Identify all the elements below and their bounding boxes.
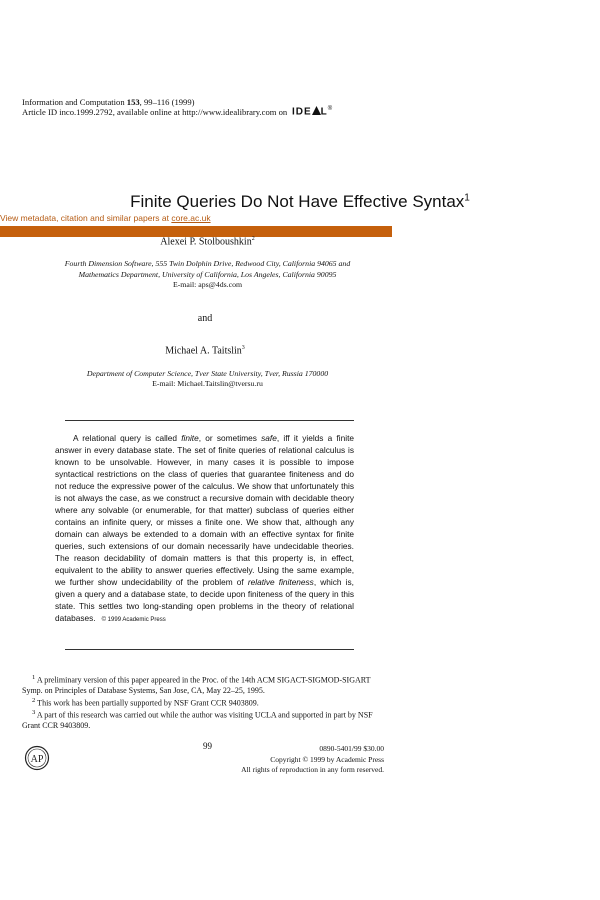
author-affiliation: Fourth Dimension Software, 555 Twin Dolphin Drive, Redwood City, California 94065 and Mathematics Department, University of California, Los Angeles, California 90095 xyxy=(64,259,351,279)
footnotes xyxy=(22,673,384,731)
ideal-logo[interactable]: IDE L® xyxy=(292,106,334,118)
copyright-block: 0890-5401/99 $30.00 Copyright © 1999 by Academic Press All rights of reproduction in any form reserved. xyxy=(241,744,384,774)
journal-info xyxy=(22,98,287,117)
author-name: Alexei P. Stolboushkin$^2$ xyxy=(160,236,255,248)
author-email: E-mail: Michael.Taitslin@tversu.ru xyxy=(152,379,263,388)
abstract-copyright: © 1999 Academic Press xyxy=(101,617,166,623)
ideal-triangle-icon xyxy=(312,106,321,115)
abstract-bottom-rule xyxy=(65,649,354,650)
core-banner-text[interactable]: View metadata, citation and similar papers at core.ac.uk xyxy=(0,213,211,223)
journal-line1: Information and Computation 153, 99–116 (1999) xyxy=(22,97,195,107)
abstract-top-rule xyxy=(65,420,354,421)
author-affiliation: Department of Computer Science, Tver State University, Tver, Russia 170000 xyxy=(86,369,329,378)
svg-text:AP: AP xyxy=(30,754,44,765)
core-link[interactable]: core.ac.uk xyxy=(171,213,211,223)
page-number: 99 xyxy=(203,741,212,751)
footnote: $^2$ This work has been partially supported by NSF Grant CCR 9403809. xyxy=(32,696,259,708)
abstract: A relational query is called finite, or sometimes safe, iff it yields a finite answer in every database state. The set of finite queries of relational calculus is known to be unsolvable. However, in many cases it is possible to impose syntactical restrictions on the class of queries that guarantee finiteness and do not reduce the expressive power of the calculus. We show that unfortunately this is not always the case, as we construct a recursive domain with decidable theory where any solvable (or enumerable, for that matter) subclass of queries either contains an infinite query, or misses a finite one. We show that, although any domain can always be extended to a domain with an effective syntax for finite queries, such extensions of our domain necessarily have undecidable theories. The reason decidability of domain matters is that this property is, in effect, equivalent to the ability to answer queries effectively. Using the same example, we further show undecidability of the problem of relative finiteness, which is, given a query and a database state, to decide upon finiteness of the query in this state. This settles two long-standing open problems in the theory of relational databases. © 1999 Academic Press xyxy=(55,433,354,623)
footnote: $^1$ A preliminary version of this paper appeared in the Proc. of the 14th ACM SIGACT-SIGMOD-SIGART Symp. on Principles of Database Systems, San Jose, CA, May 22–25, 1995. xyxy=(22,674,371,695)
and-separator: and xyxy=(197,313,213,324)
journal-line2: Article ID inco.1999.2792, available online at http://www.idealibrary.com on xyxy=(22,106,288,117)
footnote: $^3$ A part of this research was carried out while the author was visiting UCLA and supported in part by NSF Grant CCR 9403809. xyxy=(22,709,373,730)
author-name: Michael A. Taitslin$^3$ xyxy=(165,345,245,357)
author-email: E-mail: aps@4ds.com xyxy=(172,280,243,289)
paper-title: Finite Queries Do Not Have Effective Syntax$^1$ xyxy=(130,192,470,211)
